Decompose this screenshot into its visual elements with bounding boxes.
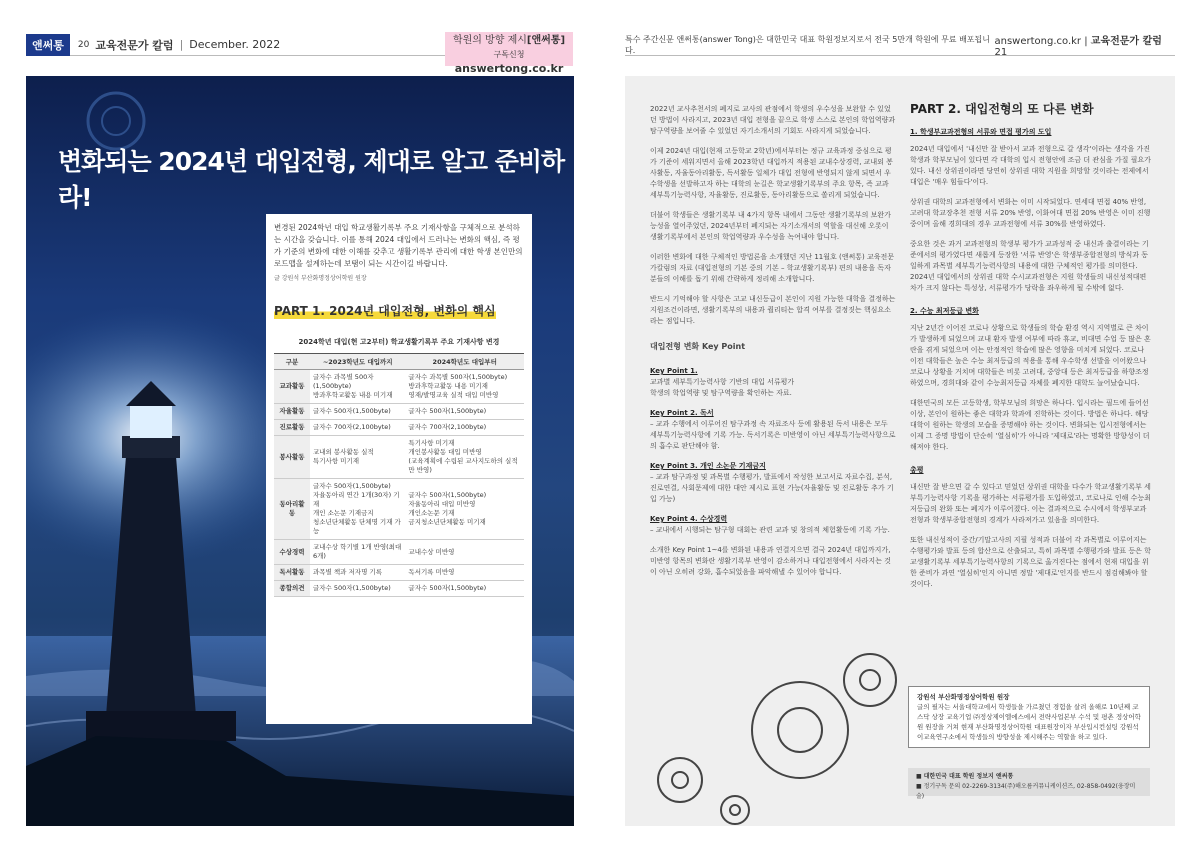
table-category-cell: 독서활동 bbox=[274, 565, 310, 581]
paragraph: 2022년 교사추천서의 폐지로 교사의 관점에서 학생의 우수성을 보완할 수 있었던 방법이 사라지고, 2023년 대입 전형을 끝으로 학생 스스로 본인의 학업역량과 탐구역량을 보여줄 수 있었던 자기소개서의 기회도 사라지게 되었습니다. bbox=[650, 105, 896, 135]
key-point-2-text: – 교과 수행에서 이루어진 탐구과정 속 자료조사 등에 활용된 독서 내용은 모두 세부특기능력사항에 기록 가능. 독서기록은 미반영이 아닌 세부특기능력사항으로의 흡수로 판단해야 함. bbox=[650, 420, 896, 450]
table-row bbox=[274, 581, 524, 597]
bio-title: 강원석 부산화명정상어학원 원장 bbox=[917, 693, 1010, 701]
table-cell: 교내외 봉사활동 실적 특기사항 미기재 bbox=[310, 436, 405, 479]
table-header: ~2023학년도 대입까지 bbox=[310, 354, 405, 370]
part2-heading: PART 2. 대입전형의 또 다른 변화 bbox=[910, 102, 1094, 116]
gears-illustration bbox=[640, 640, 900, 830]
paragraph: 내신만 잘 받으면 갈 수 있다고 믿었던 상위권 대학을 다수가 학교생활기록부 세부특기능력사항 기록을 평가하는 서류평가를 도입하였고, 코로나로 인해 수능최저등급의 완화 또는 폐지가 이루어졌다. 이는 결과적으로 수시에서 학생부교과전형과 학생부종합전형의 경계가 사라져가고 있음을 의미한다. bbox=[910, 483, 1151, 524]
table-header: 2024학년도 대입부터 bbox=[405, 354, 524, 370]
paragraph: 2024년 대입에서 '내신만 잘 받아서 교과 전형으로 갈 생각'이라는 생각을 가진 학생과 학부모님이 있다면 각 대학의 입시 전형안에 조금 더 관심을 가질 필요가 있다. 내신 상위권이라면 당연히 상위권 대학 지원을 희망할 것이라는 전제에서 대입은 '매우 힘들다'이다. bbox=[910, 145, 1151, 186]
table-title: 2024학년 대입(현 고2부터) 학교생활기록부 주요 기재사항 변경 bbox=[298, 338, 500, 346]
key-point-3-text: – 교과 탐구과정 및 과목별 수행평가, 발표에서 작성한 보고서로 자료수집, 분석, 진로연결, 사회문제에 대한 대안 제시로 표현 가능(자율활동 및 진로활동 추가 기입 가능) bbox=[650, 473, 894, 503]
table-category-cell: 봉사활동 bbox=[274, 436, 310, 479]
paragraph: 반드시 기억해야 할 사항은 고교 내신등급이 본인이 지원 가능한 대학을 결정하는 지원조건이라면, 생활기록부의 내용과 퀄리티는 합격 여부를 결정짓는 핵심요소라는 점입니다. bbox=[650, 295, 896, 325]
key-point-1-text: 교과별 세부특기능력사항 기반의 대입 서류평가 학생의 학업역량 및 탐구역량을 확인하는 자료. bbox=[650, 378, 795, 397]
table-category-cell: 자율활동 bbox=[274, 404, 310, 420]
table-row bbox=[274, 370, 524, 404]
table-category-cell: 동아리활동 bbox=[274, 479, 310, 540]
page-number-left: 20 bbox=[77, 39, 90, 50]
issue-date: December. 2022 bbox=[189, 38, 281, 51]
table-cell: 글자수 과목별 500자(1,500byte) 방과후학교활동 내용 미기재 bbox=[310, 370, 405, 404]
table-cell: 교내수상 미반영 bbox=[405, 540, 524, 565]
key-point-1-title: Key Point 1. bbox=[650, 367, 698, 375]
subscription-ad: 학원의 방향 제시[앤써통] 구독신청 answertong.co.kr bbox=[445, 32, 573, 66]
section-title-left: 교육전문가 칼럼 bbox=[95, 38, 174, 52]
right-page-header bbox=[625, 34, 1175, 56]
table-cell: 글자수 500자(1,500byte) bbox=[405, 581, 524, 597]
table-category-cell: 종합의견 bbox=[274, 581, 310, 597]
paragraph: 더불어 학생들은 생활기록부 내 4가지 항목 내에서 그동안 생활기록부의 보완가능성을 열어주었던, 2024년부터 폐지되는 자기소개서의 역할을 대신해 오롯이 생활기록부에서 본인의 학업역량과 우수성을 녹여내야 합니다. bbox=[650, 211, 891, 241]
author-bio-box bbox=[908, 686, 1150, 748]
contact-box bbox=[908, 768, 1150, 800]
right-column-2 bbox=[910, 104, 1152, 599]
key-point-4-title: Key Point 4. 수상경력 bbox=[650, 515, 728, 523]
subheading: 총평 bbox=[910, 466, 924, 474]
subheading: 1. 학생부교과전형의 서류와 면접 평가의 도입 bbox=[910, 128, 1052, 136]
intro-text: 변경된 2024학년 대입 학교생활기록부 주요 기재사항을 구체적으로 분석하는 시간을 갖습니다. 이를 통해 2024 대입에서 드러나는 변화의 핵심, 즉 평가 기준의 변화에 대한 이해를 갖추고 생활기록부 관리에 대한 학생 본인만의 로드맵을 설계하는데 보탬이 되는 시간이길 바랍니다. bbox=[274, 223, 523, 268]
paragraph: 이제 2024년 대입(현재 고등학교 2학년)에서부터는 정규 교육과정 중심으로 평가 기준이 세워지면서 올해 2023학년 대입까지 적용된 교내수상경력, 교내외 봉사활동, 자율동아리활동, 독서활동 일체가 대입 전형에 반영되지 않게 되면서 우수학생을 선발하고자 하는 대학의 눈길은 학교생활기록부의 주요 항목, 즉 교과 세부특기능력사항, 자율활동, 진로활동, 동아리활동으로 쏠리게 되었습니다. bbox=[650, 147, 893, 199]
changes-table bbox=[274, 353, 524, 597]
table-cell: 글자수 과목별 500자(1,500byte) 방과후학교활동 내용 미기재 영재/발명교육 실적 대입 미반영 bbox=[405, 370, 524, 404]
article-title: 변화되는 2024년 대입전형, 제대로 알고 준비하라! bbox=[58, 147, 565, 212]
table-cell: 글자수 500자(1,500byte) bbox=[310, 581, 405, 597]
table-cell: 교내수상 학기별 1개 반영(최대 6개) bbox=[310, 540, 405, 565]
paragraph: 상위권 대학의 교과전형에서 변화는 이미 시작되었다. 연세대 면접 40% 반영, 고려대 학교장추천 전형 서류 20% 반영, 이화여대 면접 20% 반영은 이미 진행 중이며 올해 경희대의 경우 교과전형에 서류 30%를 반영하였다. bbox=[910, 198, 1151, 228]
paragraph: 중요한 것은 과거 교과전형의 학생부 평가가 교과성적 중 내신과 출결이라는 기준에서의 평가였다면 새롭게 등장한 '서류 반영'은 학생부종합전형의 방식과 동일하게 과목별 세부특기능력사항의 내용에 대한 구체적인 평가를 의미한다. 2024년 대입에서의 상위권 대학 수시교과전형은 지원 학생들의 내신성적대편차가 크지 않다는 특성상, 서류평가가 당락을 좌우하게 될 수밖에 없다. bbox=[910, 240, 1149, 292]
table-category-cell: 진로활동 bbox=[274, 420, 310, 436]
table-cell: 글자수 500자(1,500byte) bbox=[405, 404, 524, 420]
left-page-cover bbox=[26, 76, 574, 826]
right-column-1 bbox=[650, 104, 896, 587]
contact-line-1: ■ 대한민국 대표 학원 정보지 앤써통 bbox=[916, 773, 1014, 780]
intro-panel bbox=[266, 214, 532, 724]
right-header-meta: answertong.co.kr | 교육전문가 칼럼 21 bbox=[994, 35, 1162, 58]
key-point-4-text: – 교내에서 시행되는 탐구형 대회는 관련 교과 및 창의적 체험활동에 기록 가능. bbox=[650, 526, 890, 534]
distribution-notice: 특수 주간신문 앤써통(answer Tong)은 대한민국 대표 학원정보지로서 전국 5만개 학원에 무료 배포됩니다. bbox=[625, 34, 990, 55]
author-byline: 글 강원석 부산화명정상어학원 원장 bbox=[274, 275, 367, 282]
table-row bbox=[274, 565, 524, 581]
paragraph: 이러한 변화에 대한 구체적인 방법론을 소개했던 지난 11월호 (앤써통) 교육전문가칼럼의 자료 (대입전형의 기본 중의 기본 – 학교생활기록부) 편의 내용을 독자분들의 이해를 돕기 위해 간략하게 정리해 소개합니다. bbox=[650, 253, 895, 283]
bio-text: 글의 필자는 서울대학교에서 학생들을 가르쳤던 경험을 살려 올해로 10년째 코스닥 상장 교육기업 ㈜정상제이엘에스에서 전략사업본부 수석 및 평촌 정상어학원 원장을 거쳐 현재 부산화명정상어학원 대표원장이자 부산입시컨설팅 강원석이교육연구소에서 학생들의 방향성을 제시해주는 역할을 하고 있다. bbox=[917, 703, 1141, 741]
table-row bbox=[274, 479, 524, 540]
table-cell: 글자수 700자(2,100byte) bbox=[310, 420, 405, 436]
table-cell: 과목별 책과 저자명 기록 bbox=[310, 565, 405, 581]
table-cell: 독서기록 미반영 bbox=[405, 565, 524, 581]
table-cell: 글자수 700자(2,100byte) bbox=[405, 420, 524, 436]
table-row bbox=[274, 540, 524, 565]
publication-logo: 앤써통 bbox=[26, 34, 70, 56]
key-point-2-title: Key Point 2. 독서 bbox=[650, 409, 714, 417]
key-point-3-title: Key Point 3. 개인 소논문 기재금지 bbox=[650, 462, 766, 470]
left-page-header: 앤써통 20 교육전문가 칼럼 | December. 2022 bbox=[26, 34, 546, 56]
table-cell: 글자수 500자(1,500byte) 자율동아리 연간 1개(30자) 기재 개인 소논문 기재금지 청소년단체활동 단체명 기재 가능 bbox=[310, 479, 405, 540]
table-header: 구분 bbox=[274, 354, 310, 370]
paragraph: 대한민국의 모든 고등학생, 학부모님의 희망은 하나다. 입시라는 필드에 들어선 이상, 본인이 원하는 좋은 대학과 학과에 진학하는 것이다. 방법은 하나다. 해당 대학이 원하는 학생의 모습을 증명해야 하는 것이다. 변화되는 입시전형에서는 이제 그 증명 방법이 단순히 '열심히'가 아니라 '제대로'라는 명확한 방향성이 더해져야 한다. bbox=[910, 399, 1150, 451]
contact-line-2: ■ 정기구독 문의 02-2269-3134(주)해오름커뮤니케이션즈, 02-858-0492(웅장미술) bbox=[916, 783, 1136, 800]
part1-heading: PART 1. 2024년 대입전형, 변화의 핵심 bbox=[274, 304, 496, 318]
table-row bbox=[274, 436, 524, 479]
table-row bbox=[274, 420, 524, 436]
table-cell: 특기사항 미기재 개인봉사활동 대입 미반영 (교육계획에 수립된 교사지도하의 실적만 반영) bbox=[405, 436, 524, 479]
paragraph: 지난 2년간 이어진 코로나 상황으로 학생들의 학습 환경 역시 지역별로 큰 차이가 발생하게 되었으며 교내 환자 발생 여부에 따라 휴교, 비대면 수업 등 많은 혼란을 겪게 되었으며 이는 안정적인 학습에 많은 영향을 미치게 되었다. 코로나 이전 대학들은 높은 수능 최저등급의 적용을 통해 우수학생 선발을 이어왔으나 코로나 상황을 거치며 대학들은 비롯 고려대, 중앙대 등은 최저등급을 하향조정하였으며, 경희대와 같이 수능최저등급 자체를 폐지한 대학도 늘어났습니다. bbox=[910, 324, 1151, 387]
table-row bbox=[274, 404, 524, 420]
paragraph: 또한 내신성적이 중간/기말고사의 지필 성적과 더불어 각 과목별로 이루어지는 수행평가와 발표 등의 합산으로 산출되고, 특히 과목별 수행평가와 발표 등은 학교생활기록부 세부특기능력사항의 기록으로 옮겨진다는 점에서 현재 대입을 위한 준비가 과연 '열심히'인지 아니면 정말 '제대로'인지를 반드시 점검해봐야 할 것이다. bbox=[910, 536, 1151, 588]
table-cell: 글자수 500자(1,500byte) bbox=[310, 404, 405, 420]
table-category-cell: 수상경력 bbox=[274, 540, 310, 565]
key-point-heading: 대입전형 변화 Key Point bbox=[650, 342, 746, 351]
table-category-cell: 교과활동 bbox=[274, 370, 310, 404]
subheading: 2. 수능 최저등급 변화 bbox=[910, 307, 979, 315]
paragraph: 소개한 Key Point 1~4를 변화된 내용과 연결지으면 결국 2024년 대입까지가, 미반영 항목의 변화란 생활기록부 반영이 감소하거나 대입전형에서 사라지는 것이 아닌 오히려 강화, 흡수되었음을 파악해낼 수 있어야 합니다. bbox=[650, 546, 891, 576]
table-cell: 글자수 500자(1,500byte) 자율동아리 대입 미반영 개인소논문 기재 금지청소년단체활동 미기재 bbox=[405, 479, 524, 540]
